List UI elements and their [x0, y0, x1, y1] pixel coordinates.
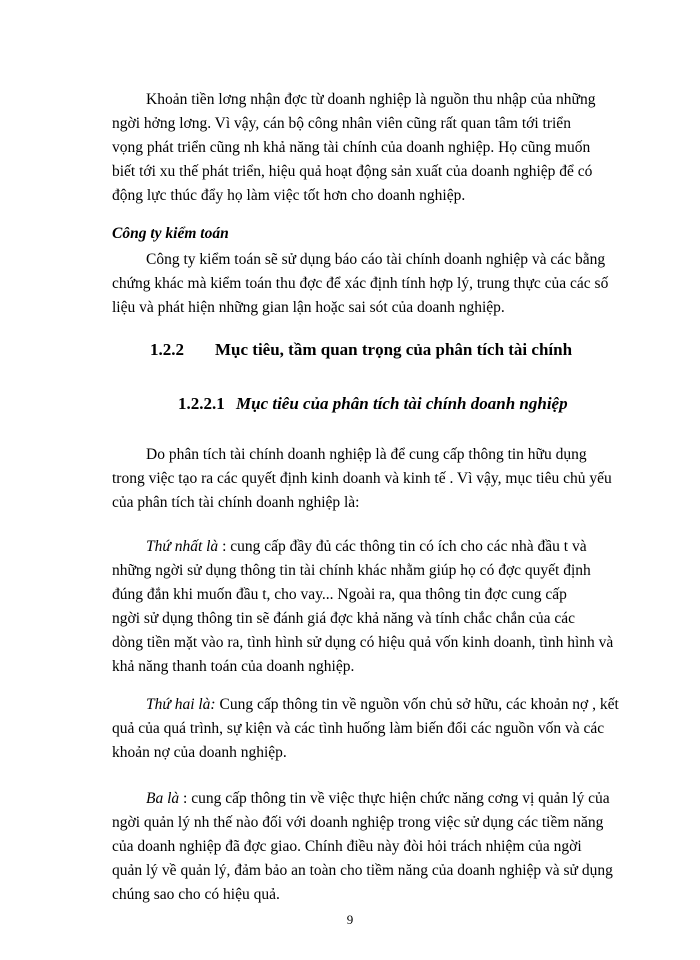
text-line: trong việc tạo ra các quyết định kinh doanh và kinh tế . Vì vậy, mục tiêu chủ yếu	[112, 470, 612, 487]
subsection-title: Mục tiêu của phân tích tài chính doanh nghiệp	[236, 394, 568, 413]
section-title: Mục tiêu, tầm quan trọng của phân tích tài chính	[215, 340, 573, 359]
text-line: : cung cấp đầy đủ các thông tin có ích cho các nhà đầu t và	[218, 538, 587, 555]
paragraph-first-objective	[112, 535, 614, 679]
text-line: những ngời sử dụng thông tin tài chính khác nhằm giúp họ có đợc quyết định	[112, 562, 591, 579]
paragraph-objectives-intro	[112, 443, 612, 515]
paragraph-third-objective	[112, 787, 613, 907]
paragraph-employee-income	[112, 88, 600, 208]
first-objective-label: Thứ nhất là	[146, 538, 219, 555]
text-line: quản lý về quản lý, đảm bảo an toàn cho tiềm năng của doanh nghiệp và sử dụng	[112, 862, 613, 879]
text-line: Cung cấp thông tin về nguồn vốn chủ sở hữu, các khoản nợ , kết	[215, 696, 619, 713]
text-line: ngời quản lý nh thế nào đối với doanh nghiệp trong việc sử dụng các tiềm năng	[112, 814, 604, 831]
paragraph-second-objective	[112, 693, 619, 765]
text-line: chúng sao cho có hiệu quả.	[112, 886, 280, 903]
text-line: liệu và phát hiện những gian lận hoặc sai sót của doanh nghiệp.	[112, 299, 505, 316]
text-line: Khoản tiền lơng nhận đợc từ doanh nghiệp là nguồn thu nhập của những	[146, 91, 596, 108]
text-line: dòng tiền mặt vào ra, tình hình sử dụng có hiệu quả vốn kinh doanh, tình hình và	[112, 634, 614, 651]
text-line: ngời sử dụng thông tin sẽ đánh giá đợc khả năng và tính chắc chắn của các	[112, 610, 575, 627]
text-line: khoản nợ của doanh nghiệp.	[112, 744, 287, 761]
section-heading-1-2-2	[150, 340, 572, 360]
second-objective-label: Thứ hai là:	[146, 696, 216, 713]
audit-company-heading: Công ty kiểm toán	[112, 225, 229, 242]
text-line: quả của quá trình, sự kiện và các tình huống làm biến đổi các nguồn vốn và các	[112, 720, 605, 737]
text-line: của phân tích tài chính doanh nghiệp là:	[112, 494, 360, 511]
paragraph-audit-company	[112, 248, 609, 320]
text-line: vọng phát triển cũng nh khả năng tài chính của doanh nghiệp. Họ cũng muốn	[112, 139, 591, 156]
third-objective-label: Ba là	[146, 790, 180, 807]
text-line: khả năng thanh toán của doanh nghiệp.	[112, 658, 355, 675]
page-number: 9	[346, 912, 354, 927]
text-line: chứng khác mà kiểm toán thu đợc để xác định tính hợp lý, trung thực của các số	[112, 275, 609, 292]
text-line: Do phân tích tài chính doanh nghiệp là để cung cấp thông tin hữu dụng	[146, 446, 587, 463]
subsection-number: 1.2.2.1	[178, 394, 225, 413]
text-line: Công ty kiểm toán sẽ sử dụng báo cáo tài chính doanh nghiệp và các bằng	[146, 251, 606, 268]
text-line: ngời hởng lơng. Vì vậy, cán bộ công nhân viên cũng rất quan tâm tới triển	[112, 115, 571, 132]
text-line: : cung cấp thông tin về việc thực hiện chức năng cơng vị quản lý của	[179, 790, 610, 807]
text-line: đúng đắn khi muốn đầu t, cho vay... Ngoài ra, qua thông tin đợc cung cấp	[112, 586, 567, 603]
section-number: 1.2.2	[150, 340, 184, 359]
section-heading-1-2-2-1	[178, 394, 568, 414]
text-line: biết tới xu thế phát triển, hiệu quả hoạt động sản xuất của doanh nghiệp để có	[112, 163, 593, 180]
text-line: động lực thúc đẩy họ làm việc tốt hơn cho doanh nghiệp.	[112, 187, 466, 204]
text-line: của doanh nghiệp đã đợc giao. Chính điều này đòi hỏi trách nhiệm của ngời	[112, 838, 582, 855]
